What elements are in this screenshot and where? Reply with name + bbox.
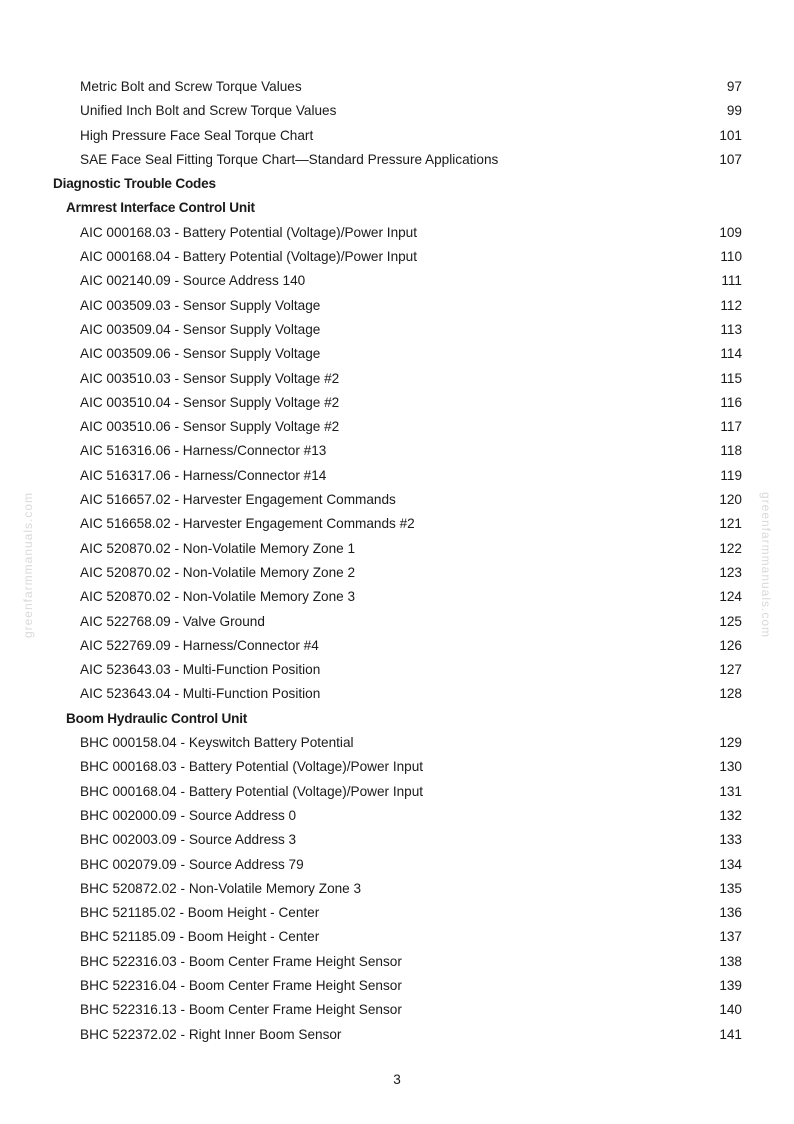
- toc-entry[interactable]: [0, 342, 794, 366]
- toc-entry[interactable]: [0, 512, 794, 536]
- toc-entry-page: 135: [719, 880, 742, 896]
- toc-section-heading: [0, 196, 794, 220]
- toc-entry-title: BHC 522316.04 - Boom Center Frame Height Sensor: [80, 977, 402, 993]
- toc-entry[interactable]: [0, 998, 794, 1022]
- toc-entry[interactable]: [0, 367, 794, 391]
- toc-entry-title: AIC 003510.03 - Sensor Supply Voltage #2: [80, 370, 340, 386]
- toc-entry-page: 129: [719, 735, 742, 751]
- toc-entry[interactable]: [0, 658, 794, 682]
- toc-entry[interactable]: [0, 755, 794, 779]
- toc-entry[interactable]: [0, 99, 794, 123]
- toc-entry-title: AIC 000168.03 - Battery Potential (Voltage)/Power Input: [80, 224, 418, 240]
- page-number: 3: [393, 1072, 401, 1087]
- toc-entry-title: AIC 003509.04 - Sensor Supply Voltage: [80, 321, 321, 337]
- toc-entry-title: AIC 003510.04 - Sensor Supply Voltage #2: [80, 394, 340, 410]
- toc-entry[interactable]: [0, 950, 794, 974]
- toc-entry-page: 138: [719, 953, 742, 969]
- toc-entry-page: 140: [719, 1002, 742, 1018]
- toc-entry-page: 116: [720, 394, 742, 410]
- toc-entry-title: AIC 522769.09 - Harness/Connector #4: [80, 637, 319, 653]
- toc-entry-page: 124: [719, 589, 742, 605]
- toc-entry[interactable]: [0, 901, 794, 925]
- toc-entry-title: High Pressure Face Seal Torque Chart: [80, 127, 314, 143]
- toc-entry-title: AIC 516316.06 - Harness/Connector #13: [80, 443, 327, 459]
- toc-entry-title: BHC 002000.09 - Source Address 0: [80, 807, 297, 823]
- toc-entry-page: 114: [720, 346, 742, 362]
- toc-entry-page: 130: [719, 759, 742, 775]
- toc-entry[interactable]: [0, 245, 794, 269]
- toc-entry-title: AIC 522768.09 - Valve Ground: [80, 613, 265, 629]
- toc-entry[interactable]: [0, 877, 794, 901]
- toc-entry-title: AIC 523643.04 - Multi-Function Position: [80, 686, 321, 702]
- toc-entry-title: Unified Inch Bolt and Screw Torque Values: [80, 103, 337, 119]
- toc-entry-page: 113: [720, 321, 742, 337]
- table-of-contents: [0, 75, 794, 1047]
- toc-entry-page: 112: [720, 297, 742, 313]
- toc-entry[interactable]: [0, 974, 794, 998]
- toc-entry-page: 99: [726, 103, 742, 119]
- toc-entry-page: 107: [719, 151, 742, 167]
- toc-entry-title: AIC 520870.02 - Non-Volatile Memory Zone 2: [80, 564, 356, 580]
- toc-entry-title: Metric Bolt and Screw Torque Values: [80, 79, 302, 94]
- toc-entry-title: BHC 002003.09 - Source Address 3: [80, 832, 297, 848]
- toc-heading-title: Armrest Interface Control Unit: [66, 200, 255, 216]
- watermark-left: greenfarmmanuals.com: [21, 491, 35, 639]
- toc-entry[interactable]: [0, 585, 794, 609]
- toc-entry[interactable]: [0, 464, 794, 488]
- toc-entry-page: 126: [719, 637, 742, 653]
- toc-entry-page: 131: [719, 783, 742, 799]
- toc-entry-title: BHC 520872.02 - Non-Volatile Memory Zone 3: [80, 880, 362, 896]
- toc-entry[interactable]: [0, 294, 794, 318]
- toc-entry[interactable]: [0, 634, 794, 658]
- toc-entry[interactable]: [0, 75, 794, 99]
- toc-entry-title: AIC 516658.02 - Harvester Engagement Commands #2: [80, 516, 415, 532]
- toc-entry-page: 141: [719, 1026, 742, 1042]
- toc-heading-title: Diagnostic Trouble Codes: [53, 176, 216, 192]
- toc-entry[interactable]: [0, 731, 794, 755]
- toc-entry-page: 139: [719, 977, 742, 993]
- toc-entry-title: AIC 003510.06 - Sensor Supply Voltage #2: [80, 419, 340, 435]
- toc-entry-page: 132: [719, 807, 742, 823]
- toc-entry-page: 111: [721, 273, 742, 289]
- toc-entry-page: 118: [720, 443, 742, 459]
- toc-entry-title: BHC 522372.02 - Right Inner Boom Sensor: [80, 1026, 342, 1042]
- toc-entry[interactable]: [0, 415, 794, 439]
- toc-entry-title: AIC 523643.03 - Multi-Function Position: [80, 662, 321, 678]
- toc-entry[interactable]: [0, 925, 794, 949]
- toc-entry-title: AIC 520870.02 - Non-Volatile Memory Zone 3: [80, 589, 356, 605]
- toc-entry[interactable]: [0, 804, 794, 828]
- toc-heading-title: Boom Hydraulic Control Unit: [66, 710, 248, 726]
- toc-entry-page: 127: [719, 662, 742, 678]
- toc-entry[interactable]: [0, 610, 794, 634]
- toc-entry[interactable]: [0, 269, 794, 293]
- watermark-right: greenfarmmanuals.com: [759, 491, 773, 639]
- toc-entry-page: 122: [719, 540, 742, 556]
- toc-entry-title: BHC 002079.09 - Source Address 79: [80, 856, 304, 872]
- toc-entry[interactable]: [0, 439, 794, 463]
- toc-entry-title: AIC 516657.02 - Harvester Engagement Commands: [80, 492, 396, 508]
- toc-entry-page: 134: [719, 856, 742, 872]
- toc-entry[interactable]: [0, 1023, 794, 1047]
- toc-entry-title: BHC 000168.03 - Battery Potential (Voltage)/Power Input: [80, 759, 424, 775]
- toc-section-heading: [0, 707, 794, 731]
- toc-entry[interactable]: [0, 682, 794, 706]
- toc-entry-title: BHC 522316.03 - Boom Center Frame Height Sensor: [80, 953, 402, 969]
- toc-entry-title: AIC 003509.03 - Sensor Supply Voltage: [80, 297, 321, 313]
- toc-entry[interactable]: [0, 853, 794, 877]
- toc-entry-page: 101: [719, 127, 742, 143]
- toc-entry-page: 120: [719, 492, 742, 508]
- toc-entry-title: AIC 516317.06 - Harness/Connector #14: [80, 467, 327, 483]
- toc-entry[interactable]: [0, 391, 794, 415]
- toc-entry-title: BHC 521185.02 - Boom Height - Center: [80, 905, 320, 921]
- toc-entry[interactable]: [0, 537, 794, 561]
- toc-entry[interactable]: [0, 124, 794, 148]
- toc-entry[interactable]: [0, 221, 794, 245]
- toc-entry-page: 97: [726, 79, 742, 94]
- toc-entry-page: 128: [719, 686, 742, 702]
- toc-entry-page: 119: [720, 467, 742, 483]
- toc-entry-page: 137: [719, 929, 742, 945]
- toc-entry-page: 110: [720, 249, 742, 265]
- toc-entry-title: AIC 520870.02 - Non-Volatile Memory Zone 1: [80, 540, 356, 556]
- toc-entry[interactable]: [0, 561, 794, 585]
- toc-entry-page: 136: [719, 905, 742, 921]
- toc-entry-title: BHC 000158.04 - Keyswitch Battery Potential: [80, 735, 354, 751]
- toc-entry-title: AIC 003509.06 - Sensor Supply Voltage: [80, 346, 321, 362]
- toc-entry-title: AIC 002140.09 - Source Address 140: [80, 273, 306, 289]
- toc-entry-page: 121: [719, 516, 742, 532]
- toc-entry-page: 109: [719, 224, 742, 240]
- toc-entry-page: 133: [719, 832, 742, 848]
- toc-entry[interactable]: [0, 488, 794, 512]
- toc-entry-title: SAE Face Seal Fitting Torque Chart—Standard Pressure Applications: [80, 151, 499, 167]
- toc-entry-title: BHC 000168.04 - Battery Potential (Voltage)/Power Input: [80, 783, 424, 799]
- toc-entry-title: AIC 000168.04 - Battery Potential (Voltage)/Power Input: [80, 249, 418, 265]
- toc-entry-page: 117: [720, 419, 742, 435]
- toc-entry-page: 125: [719, 613, 742, 629]
- toc-entry-title: BHC 521185.09 - Boom Height - Center: [80, 929, 320, 945]
- toc-entry-title: BHC 522316.13 - Boom Center Frame Height Sensor: [80, 1002, 402, 1018]
- toc-section-heading: [0, 172, 794, 196]
- toc-entry-page: 115: [720, 370, 742, 386]
- toc-entry-page: 123: [719, 564, 742, 580]
- toc-entry[interactable]: [0, 318, 794, 342]
- toc-entry[interactable]: [0, 780, 794, 804]
- toc-entry[interactable]: [0, 828, 794, 852]
- toc-entry[interactable]: [0, 148, 794, 172]
